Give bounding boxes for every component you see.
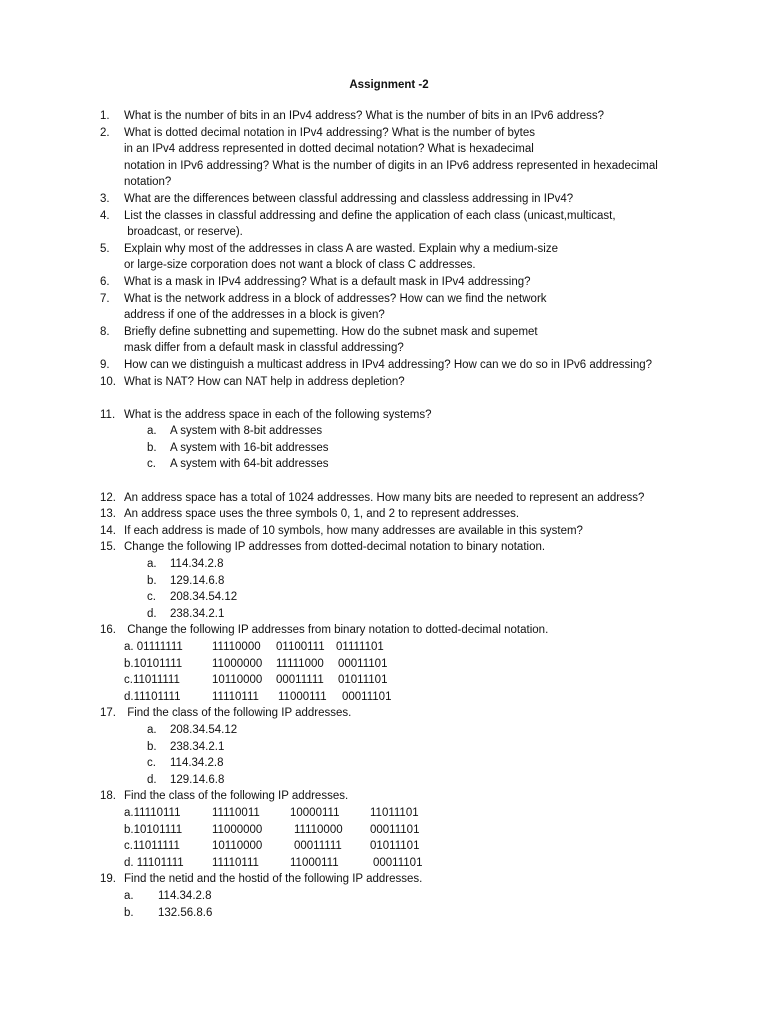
question-text: What is the network address in a block of addresses? How can we find the network [124, 292, 547, 305]
binary-row [0, 689, 768, 706]
binary-cell: d. 11101111 [124, 856, 184, 869]
question-number: 5. [100, 242, 110, 255]
item-text: 114.34.2.8 [158, 889, 212, 902]
question-number: 6. [100, 275, 110, 288]
question-13 [0, 506, 768, 523]
binary-cell: 00011101 [338, 657, 388, 670]
question-text: notation in IPv6 addressing? What is the number of digits in an IPv6 address represented in hexadecimal [124, 159, 658, 172]
binary-cell: 11110011 [212, 806, 260, 819]
item-letter: c. [147, 757, 156, 770]
binary-cell: 11111000 [276, 657, 324, 670]
question-text: Change the following IP addresses from dotted-decimal notation to binary notation. [124, 541, 546, 554]
question-text: What are the differences between classful addressing and classless addressing in IPv4? [124, 192, 574, 205]
question-text: mask differ from a default mask in classful addressing? [124, 342, 404, 355]
question-number: 15. [100, 541, 116, 554]
list-item [0, 772, 768, 789]
question-18 [0, 788, 768, 805]
list-item [0, 905, 768, 922]
list-item [0, 456, 768, 473]
binary-cell: d.11101111 [124, 690, 181, 703]
item-text: A system with 8-bit addresses [170, 425, 323, 438]
question-number: 13. [100, 508, 116, 521]
binary-row [0, 838, 768, 855]
question-text: What is the address space in each of the following systems? [124, 408, 432, 421]
question-text: Briefly define subnetting and supemetting. How do the subnet mask and supemet [124, 325, 538, 338]
question-2 [0, 125, 768, 191]
list-item [0, 440, 768, 457]
question-number: 3. [100, 192, 110, 205]
item-letter: d. [147, 773, 157, 786]
binary-cell: c.11011111 [124, 840, 180, 853]
item-text: 114.34.2.8 [170, 757, 224, 770]
binary-cell: 00011111 [294, 840, 342, 853]
item-text: 208.34.54.12 [170, 591, 238, 604]
list-item [0, 423, 768, 440]
question-text: Find the netid and the hostid of the following IP addresses. [124, 873, 423, 886]
item-text: 208.34.54.12 [170, 723, 238, 736]
item-text: 129.14.6.8 [170, 574, 225, 587]
question-number: 14. [100, 524, 116, 537]
item-letter: d. [147, 607, 157, 620]
question-number: 16. [100, 624, 116, 637]
item-text: 238.34.2.1 [170, 740, 225, 753]
question-number: 11. [100, 408, 116, 421]
item-letter: a. [124, 889, 134, 902]
question-text: Find the class of the following IP addresses. [124, 707, 352, 720]
question-text: What is a mask in IPv4 addressing? What is a default mask in IPv4 addressing? [124, 275, 531, 288]
question-6 [0, 274, 768, 291]
question-9 [0, 357, 768, 374]
question-7 [0, 291, 768, 324]
binary-cell: 11000111 [278, 690, 327, 703]
question-text: List the classes in classful addressing and define the application of each class (unicast,multicast, [124, 209, 616, 222]
item-text: A system with 16-bit addresses [170, 441, 329, 454]
binary-cell: 11110000 [294, 823, 343, 836]
binary-cell: b.10101111 [124, 657, 183, 670]
question-text: Find the class of the following IP addresses. [124, 790, 349, 803]
question-number: 4. [100, 209, 110, 222]
binary-row [0, 672, 768, 689]
question-number: 1. [100, 110, 110, 122]
binary-cell: 00011101 [373, 856, 423, 869]
binary-cell: c.11011111 [124, 674, 180, 687]
list-item [0, 722, 768, 739]
item-text: 129.14.6.8 [170, 773, 225, 786]
item-letter: b. [147, 574, 157, 587]
page-title: Assignment -2 [349, 79, 429, 91]
question-16 [0, 622, 768, 639]
question-5 [0, 241, 768, 274]
item-letter: a. [147, 425, 157, 438]
binary-cell: 11110000 [212, 641, 261, 653]
binary-row [0, 822, 768, 839]
question-text: What is NAT? How can NAT help in address depletion? [124, 375, 405, 388]
binary-cell: 11000111 [290, 856, 339, 869]
list-item [0, 589, 768, 606]
binary-row [0, 656, 768, 673]
list-item [0, 888, 768, 905]
binary-cell: 01011101 [338, 674, 388, 687]
binary-cell: 11000000 [212, 657, 263, 670]
question-19 [0, 871, 768, 888]
list-item [0, 573, 768, 590]
binary-row [0, 639, 768, 656]
question-number: 2. [100, 126, 110, 139]
question-1 [0, 108, 768, 125]
question-number: 9. [100, 358, 110, 371]
question-text: or large-size corporation does not want a block of class C addresses. [124, 259, 476, 272]
question-text: What is dotted decimal notation in IPv4 addressing? What is the number of bytes [124, 126, 536, 139]
binary-cell: a. 01111111 [124, 641, 183, 653]
item-text: A system with 64-bit addresses [170, 458, 329, 471]
list-item [0, 556, 768, 573]
binary-cell: 00011101 [370, 823, 420, 836]
binary-cell: 00011111 [276, 674, 324, 687]
binary-cell: b.10101111 [124, 823, 183, 836]
binary-cell: 10110000 [212, 840, 263, 853]
binary-cell: 11110111 [212, 856, 259, 869]
spacer [0, 390, 768, 407]
question-12 [0, 490, 768, 507]
question-number: 17. [100, 707, 116, 720]
question-text: If each address is made of 10 symbols, how many addresses are available in this system? [124, 524, 583, 537]
binary-cell: 00011101 [342, 690, 392, 703]
question-text: Explain why most of the addresses in class A are wasted. Explain why a medium-size [124, 242, 559, 255]
item-letter: a. [147, 723, 157, 736]
question-8 [0, 324, 768, 357]
question-text: Change the following IP addresses from binary notation to dotted-decimal notation. [124, 624, 549, 637]
spacer [0, 473, 768, 490]
question-number: 8. [100, 325, 110, 338]
binary-cell: 11000000 [212, 823, 263, 836]
question-number: 19. [100, 873, 116, 886]
binary-cell: 10110000 [212, 674, 263, 687]
question-text: How can we distinguish a multicast address in IPv4 addressing? How can we do so in IPv6 addressing? [124, 358, 653, 371]
binary-cell: a.11110111 [124, 806, 181, 819]
binary-cell: 11011101 [370, 806, 419, 819]
question-number: 12. [100, 491, 116, 504]
question-text: An address space uses the three symbols 0, 1, and 2 to represent addresses. [124, 508, 520, 521]
item-text: 114.34.2.8 [170, 558, 224, 571]
question-15 [0, 539, 768, 556]
question-text: in an IPv4 address represented in dotted decimal notation? What is hexadecimal [124, 143, 534, 156]
question-text: address if one of the addresses in a block is given? [124, 309, 385, 322]
question-14 [0, 523, 768, 540]
item-letter: a. [147, 558, 157, 571]
question-number: 10. [100, 375, 116, 388]
item-letter: b. [124, 906, 134, 919]
item-letter: c. [147, 458, 156, 471]
list-item [0, 606, 768, 623]
item-letter: c. [147, 591, 156, 604]
question-text: notation? [124, 176, 172, 189]
question-number: 18. [100, 790, 116, 803]
question-text: An address space has a total of 1024 addresses. How many bits are needed to represent an address? [124, 491, 645, 504]
question-11 [0, 407, 768, 424]
item-letter: b. [147, 441, 157, 454]
list-item [0, 739, 768, 756]
binary-cell: 10000111 [290, 806, 340, 819]
binary-cell: 01100111 [276, 641, 325, 653]
question-number: 7. [100, 292, 110, 305]
list-item [0, 755, 768, 772]
item-letter: b. [147, 740, 157, 753]
binary-cell: 11110111 [212, 690, 259, 703]
item-text: 132.56.8.6 [158, 906, 213, 919]
item-text: 238.34.2.1 [170, 607, 225, 620]
assignment-body [0, 108, 768, 921]
question-3 [0, 191, 768, 208]
binary-row [0, 855, 768, 872]
question-text: broadcast, or reserve). [124, 226, 243, 239]
question-17 [0, 705, 768, 722]
binary-cell: 01111101 [336, 641, 384, 653]
question-4 [0, 208, 768, 241]
question-text: What is the number of bits in an IPv4 address? What is the number of bits in an IPv6 address? [124, 110, 605, 122]
binary-row [0, 805, 768, 822]
binary-cell: 01011101 [370, 840, 420, 853]
question-10 [0, 374, 768, 391]
